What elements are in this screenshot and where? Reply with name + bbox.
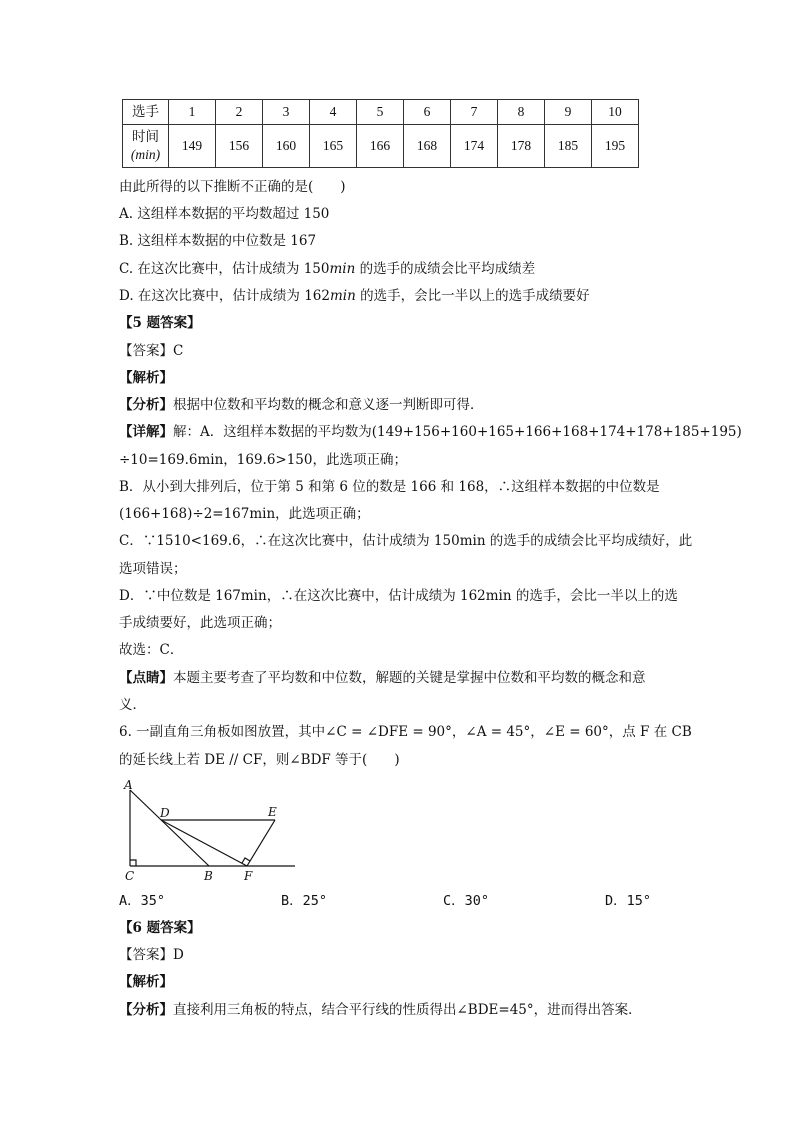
label-f: F (244, 869, 253, 883)
q5-dianjing-line2: 义． (119, 697, 146, 713)
table-cell: 160 (263, 125, 310, 168)
q5-option-c-rest: 的选手的成绩会比平均成绩差 (355, 261, 536, 277)
q5-fenxi-text: 根据中位数和平均数的概念和意义逐一判断即可得． (173, 397, 484, 413)
q5-option-d-text: D. 在这次比赛中，估计成绩为 162 (119, 288, 330, 304)
q5-line-c1: C．∵1510<169.6，∴在这次比赛中，估计成绩为 150min 的选手的成绩会比平均成绩好，此 (119, 533, 693, 549)
table-cell: 8 (498, 100, 545, 125)
table-row (123, 100, 639, 125)
table-cell: 149 (169, 125, 216, 168)
q5-line-d2: 手成绩要好，此选项正确； (119, 615, 281, 631)
table-cell: 9 (545, 100, 592, 125)
q5-option-c-unit: min (329, 261, 356, 277)
label-a: A (124, 778, 133, 792)
table-row (123, 125, 639, 168)
q5-option-b: B. 这组样本数据的中位数是 167 (119, 233, 317, 249)
q5-option-d (119, 286, 590, 306)
q5-line-c2: 选项错误； (119, 561, 187, 577)
segment-ef (247, 820, 275, 866)
q5-stem: 由此所得的以下推断不正确的是( ) (119, 179, 346, 195)
segment-df (161, 820, 247, 866)
table-cell: 185 (545, 125, 592, 168)
table-cell: 6 (404, 100, 451, 125)
q5-dianjing-text: 本题主要考查了平均数和中位数，解题的关键是掌握中位数和平均数的概念和意 (173, 670, 646, 686)
table-cell: 168 (404, 125, 451, 168)
q6-option-a: A．35° (119, 893, 166, 909)
q5-fenxi (119, 395, 484, 415)
table-cell: 195 (592, 125, 639, 168)
right-angle-c (130, 860, 136, 866)
q5-xiangjie-line2: ÷10=169.6min，169.6>150，此选项正确； (119, 452, 407, 468)
scores-table (122, 99, 639, 168)
q5-option-d-unit: min (329, 288, 356, 304)
table-cell: 5 (357, 100, 404, 125)
table-cell: 174 (451, 125, 498, 168)
q6-stem-line1: 6. 一副直角三角板如图放置，其中∠C = ∠DFE = 90°，∠A = 45°，∠E = 60°，点 F 在 CB (119, 724, 692, 740)
q6-analysis-header: 【解析】 (119, 974, 173, 990)
label-e: E (268, 805, 277, 819)
q5-option-c-text: C. 在这次比赛中，估计成绩为 150 (119, 261, 330, 277)
q5-option-d-rest: 的选手，会比一半以上的选手成绩要好 (355, 288, 590, 304)
q6-option-d: D．15° (605, 893, 652, 909)
table-cell: 2 (216, 100, 263, 125)
table-cell: 10 (592, 100, 639, 125)
table-cell: 178 (498, 125, 545, 168)
q5-answer-header: 【5 题答案】 (119, 315, 201, 331)
q5-option-c (119, 259, 535, 279)
q5-analysis-header: 【解析】 (119, 370, 173, 386)
q6-stem-line2: 的延长线上若 DE // CF，则∠BDF 等于( ) (119, 752, 400, 768)
q5-fenxi-tag: 【分析】 (119, 397, 173, 413)
table-header-time (123, 125, 169, 168)
table-cell: 165 (310, 125, 357, 168)
q6-fenxi-tag: 【分析】 (119, 1002, 173, 1018)
q6-answer-header: 【6 题答案】 (119, 920, 201, 936)
q5-xiangjie-line1: 解：A．这组样本数据的平均数为(149+156+160+165+166+168+174+178+185+195) (173, 424, 742, 440)
q6-answer: 【答案】D (119, 947, 184, 963)
q6-option-c: C．30° (443, 893, 490, 909)
header-time-label: 时间 (132, 129, 159, 144)
q5-line-d1: D．∵中位数是 167min，∴在这次比赛中，估计成绩为 162min 的选手，会比一半以上的选 (119, 588, 678, 604)
q5-option-a: A. 这组样本数据的平均数超过 150 (119, 206, 330, 222)
table-header-player: 选手 (123, 100, 169, 125)
q5-answer: 【答案】C (119, 343, 184, 359)
table-cell: 7 (451, 100, 498, 125)
q6-option-b: B．25° (281, 893, 328, 909)
segment-ab (130, 790, 209, 866)
q5-dianjing-tag: 【点睛】 (119, 670, 173, 686)
label-c: C (125, 869, 135, 883)
header-time-unit: (min) (130, 147, 161, 162)
q5-xiangjie (119, 422, 742, 442)
q5-xiangjie-tag: 【详解】 (119, 424, 173, 440)
table-cell: 166 (357, 125, 404, 168)
q6-fenxi-text: 直接利用三角板的特点，结合平行线的性质得出∠BDE=45°，进而得出答案． (173, 1002, 642, 1018)
table-cell: 156 (216, 125, 263, 168)
label-d: D (160, 806, 170, 820)
label-b: B (204, 869, 213, 883)
q5-line-b2: (166+168)÷2=167min，此选项正确； (119, 506, 370, 522)
table-cell: 4 (310, 100, 357, 125)
q5-line-b1: B．从小到大排列后，位于第 5 和第 6 位的数是 166 和 168，∴这组样本数据的中位数是 (119, 479, 660, 495)
q5-dianjing (119, 668, 646, 688)
q5-guxuan: 故选：C． (119, 642, 184, 658)
triangle-diagram (118, 776, 303, 886)
q6-fenxi (119, 1000, 642, 1020)
table-cell: 3 (263, 100, 310, 125)
table-cell: 1 (169, 100, 216, 125)
